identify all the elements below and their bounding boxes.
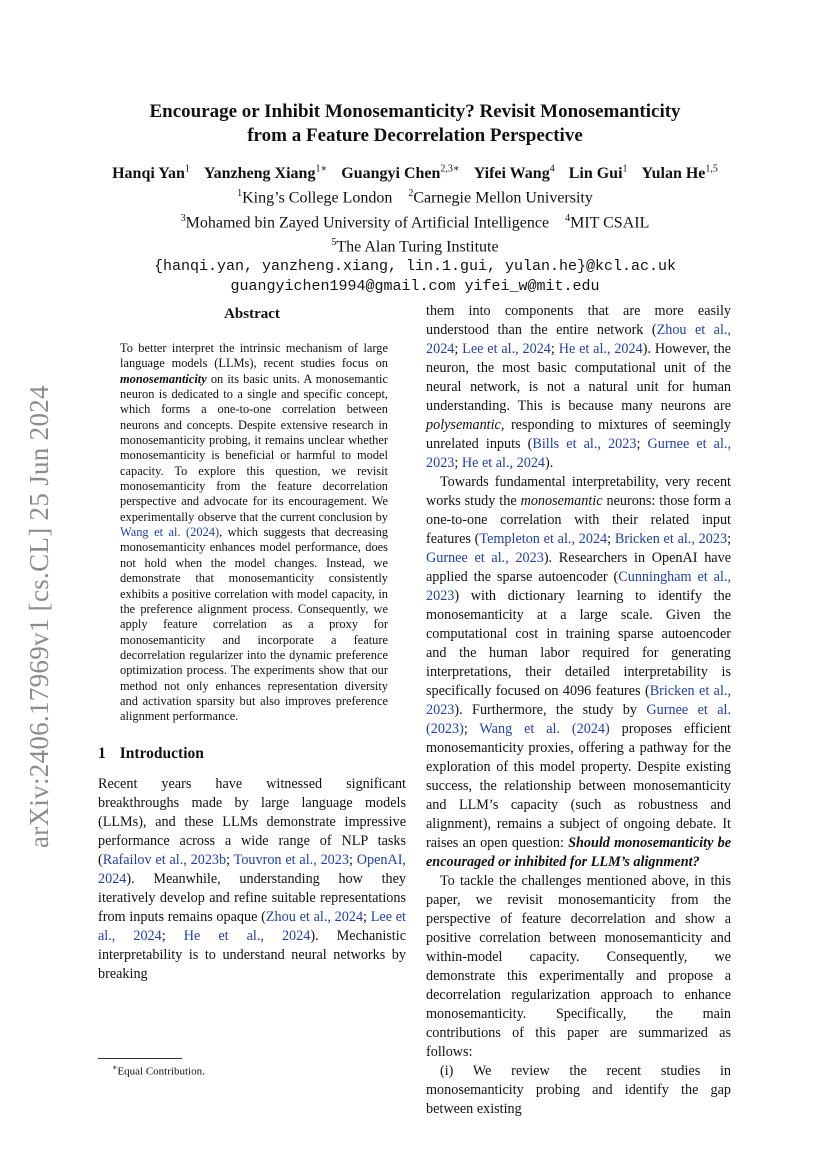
citation-link[interactable]: Bricken et al., 2023 — [614, 531, 728, 547]
author-affil-mark: 1∗ — [315, 164, 328, 175]
section-number: 1 — [98, 744, 106, 762]
citation-link[interactable]: Templeton et al., 2024 — [479, 531, 608, 547]
abstract-text — [120, 341, 388, 725]
section-heading-introduction — [98, 745, 406, 763]
citation-link[interactable]: He et al., 2024 — [461, 455, 546, 471]
citation-link[interactable]: Lee et al., 2024 — [462, 341, 551, 357]
emphasis-text: polysemantic — [426, 417, 501, 433]
email-line-1: {hanqi.yan, yanzheng.xiang, lin.1.gui, yulan.he}@kcl.ac.uk — [153, 258, 677, 276]
body-text: ). Mechanistic interpretability is to understand neural networks by breaking — [98, 927, 406, 982]
intro-paragraph-3: To tackle the challenges mentioned above, in this paper, we revisit monosemanticity from the perspective of feature decorrelation and show a positive correlation between monosemanticity and within-model capacity. Consequently, we demonstrate this experimentally and propose a decorrelation regularization approach to enhance monosemanticity. Specifically, the main contributions of this paper are summarized as follows: — [426, 873, 731, 1060]
citation-link[interactable]: Gurnee et al., 2023 — [426, 550, 544, 566]
footnote-text: Equal Contribution. — [117, 1065, 205, 1078]
title-line-1: Encourage or Inhibit Monosemanticity? Revisit Monosemanticity — [149, 101, 681, 122]
author-affil-mark: 2,3∗ — [440, 164, 460, 175]
affiliation-line-2 — [60, 209, 770, 233]
author-name: Guangyi Chen$^{2,3∗}$ — [341, 164, 460, 183]
citation-link[interactable]: Bills et al., 2023 — [532, 436, 637, 452]
body-text: ; — [550, 341, 559, 357]
body-text: ; — [607, 531, 615, 547]
affiliation-name: The Alan Turing Institute — [336, 238, 499, 256]
footnote-mark: ∗ — [112, 1063, 118, 1072]
body-text: ; — [226, 851, 234, 868]
body-text: ). Furthermore, the study by — [454, 702, 647, 718]
citation-link[interactable]: Touvron et al., 2023 — [233, 851, 349, 868]
author-name: Lin Gui$^1$ — [568, 164, 628, 183]
intro-paragraph-continued — [426, 302, 731, 473]
affiliation-name: MIT CSAIL — [570, 213, 650, 231]
author-block — [60, 160, 770, 297]
author-name: Hanqi Yan$^1$ — [112, 164, 190, 183]
citation-link[interactable]: Cunningham et al., 2023 — [426, 569, 731, 604]
abstract-heading: Abstract — [224, 306, 280, 322]
body-text: Recent years have witnessed significant breakthroughs made by large language models (LLMs), and these LLMs demonstrate impressive performance across a wide range of NLP tasks ( — [98, 775, 406, 868]
contribution-item-1: (i) We review the recent studies in monosemanticity probing and identify the gap between existing — [426, 1063, 731, 1117]
citation-link[interactable]: Gurnee et al., 2023 — [426, 436, 731, 471]
affiliation-line-3 — [60, 233, 770, 257]
body-text: ; — [636, 436, 648, 452]
citation-link[interactable]: Lee et al., 2024 — [98, 908, 407, 944]
author-affil-mark: 4 — [549, 164, 555, 175]
affiliation-line-1 — [60, 184, 770, 208]
section-title: Introduction — [119, 744, 204, 762]
citation-link[interactable]: Wang et al. (2024) — [120, 525, 220, 540]
footnote — [112, 1063, 205, 1078]
body-text: neurons: those form a one-to-one correlation with their related input features ( — [426, 493, 731, 547]
author-name: Yifei Wang$^4$ — [473, 164, 555, 183]
body-text: them into components that are more easily understood than the entire network ( — [426, 303, 731, 338]
author-name: Yanzheng Xiang$^{1∗}$ — [203, 164, 328, 183]
body-text: ; — [454, 341, 463, 357]
title-line-2: from a Feature Decorrelation Perspective — [247, 125, 583, 146]
citation-link[interactable]: Zhou et al., 2024 — [265, 908, 364, 925]
citation-link[interactable]: He et al., 2024 — [183, 927, 311, 944]
left-column — [98, 306, 406, 984]
body-text: ; — [348, 851, 357, 868]
paper-title — [90, 100, 740, 148]
intro-paragraph-2 — [426, 473, 731, 872]
email-line-2: guangyichen1994@gmail.com yifei_w@mit.edu — [230, 278, 600, 296]
abstract-emphasis: monosemanticity — [120, 371, 207, 386]
citation-link[interactable]: He et al., 2024 — [558, 341, 643, 357]
body-text: , responding to mixtures of seemingly unrelated inputs ( — [426, 417, 731, 452]
body-text: ; — [454, 455, 462, 471]
body-text: ). — [545, 455, 554, 471]
citation-link[interactable]: Wang et al. (2024) — [479, 721, 610, 737]
abstract-part: To better interpret the intrinsic mechanism of large language models (LLMs), recent studies focus on — [120, 341, 388, 371]
body-text: ; — [161, 927, 184, 944]
footnote-rule — [98, 1058, 182, 1059]
author-list — [60, 160, 770, 184]
body-text: ) with dictionary learning to identify the monosemanticity at a large scale. Given the computational cost in training sparse autoencoder and the human labor required for generating interpretations, their detailed interpretability is specifically focused on 4096 features ( — [426, 588, 731, 699]
abstract-part: , which suggests that decreasing monosemanticity enhances model performance, does not hold when the model changes. Instead, we demonstrate that monosemanticity consistently exhibits a positive correlation with model capacity, in the preference alignment process. Consequently, we apply feature correlation as a proxy for monosemanticity and incorporate a feature decorrelation regularizer into the dynamic preference optimization process. The experiments show that our method not only enhances representation diversity and activation sparsity but also improves preference alignment performance. — [120, 525, 388, 724]
body-text: ; — [363, 908, 371, 925]
emphasis-text: monosemantic — [520, 493, 603, 509]
body-text: Towards fundamental interpretability, very recent works study the — [426, 474, 731, 509]
body-text: ). However, the neuron, the most basic computational unit of the neural network, is not a natural unit for human understanding. This is because many neurons are — [426, 341, 731, 414]
right-column — [426, 302, 731, 1119]
intro-paragraph-left — [98, 775, 406, 984]
citation-link[interactable]: Rafailov et al., 2023b — [102, 851, 227, 868]
body-text: ; — [727, 531, 732, 547]
author-affil-mark: 1 — [184, 164, 190, 175]
affiliation-mark: 3 — [180, 212, 186, 224]
affiliation-name: Mohamed bin Zayed University of Artificial Intelligence — [185, 213, 550, 231]
affiliation-name: King’s College London — [242, 189, 393, 207]
affiliation-mark: 4 — [565, 212, 571, 224]
citation-link[interactable]: Zhou et al., 2024 — [426, 322, 731, 357]
affiliation-name: Carnegie Mellon University — [413, 189, 593, 207]
abstract-part: on its basic units. A monosemantic neuron is dedicated to a single and specific concept, which forms a one-to-one correlation between neurons and concepts. Despite extensive research in monosemanticity probing, it remains unclear whether monosemanticity is beneficial or harmful to model capacity. To explore this question, we revisit monosemanticity from the feature decorrelation perspective and advocate for its encouragement. We experimentally observe that the current conclusion by — [120, 371, 388, 524]
citation-link[interactable]: OpenAI, 2024 — [98, 851, 406, 887]
body-text: ). Researchers in OpenAI have applied the sparse autoencoder ( — [426, 550, 731, 585]
affiliation-mark: 5 — [331, 236, 337, 248]
affiliation-mark: 2 — [408, 188, 414, 200]
arxiv-identifier: arXiv:2406.17969v1 [cs.CL] 25 Jun 2024 — [24, 385, 54, 848]
intro-paragraph-1 — [98, 775, 406, 984]
author-name: Yulan He$^{1,5}$ — [641, 164, 718, 183]
body-text: ; — [463, 721, 480, 737]
author-affil-mark: 1 — [622, 164, 628, 175]
affiliation-mark: 1 — [237, 188, 243, 200]
body-text: proposes efficient monosemanticity proxies, offering a pathway for the exploration of this model property. Despite existing success, the relationship between monosemanticity and LLM’s capacity (such as robustness and alignment), remains a subject of ongoing debate. It raises an open question: — [426, 721, 731, 851]
author-affil-mark: 1,5 — [705, 164, 718, 175]
citation-link[interactable]: Gurnee et al. (2023) — [426, 702, 731, 737]
body-text: ). Meanwhile, understanding how they iteratively develop and refine suitable representations from inputs remains opaque ( — [98, 870, 406, 925]
emphasis-question-text: Should monosemanticity be encouraged or inhibited for LLM’s alignment? — [426, 835, 731, 870]
citation-link[interactable]: Bricken et al., 2023 — [426, 683, 731, 718]
